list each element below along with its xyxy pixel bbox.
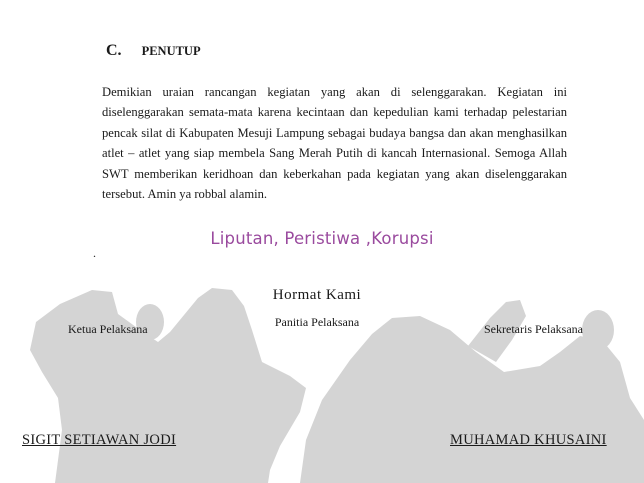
watermark-text: Liputan, Peristiwa ,Korupsi — [210, 229, 434, 248]
closing-salutation: Hormat Kami — [272, 287, 362, 303]
stray-mark: . — [93, 246, 96, 260]
section-letter: C. — [106, 42, 122, 59]
section-title: PENUTUP — [141, 44, 201, 58]
closing-paragraph: Demikian uraian rancangan kegiatan yang akan di selenggarakan. Kegiatan ini diselenggarakan semata-mata karena kecintaan dan kepedulian kami terhadap pelestarian pencak silat di Kabupaten Mesuji Lampung sebagai budaya bangsa dan akan menghasilkan atlet – atlet yang siap membela Sang Merah Putih di kancah Internasional. Semoga Allah SWT memberikan keridhoan dan keberkahan pada kegiatan yang akan diselenggarakan tersebut. Amin ya robbal alamin. — [102, 85, 567, 202]
committee-label: Panitia Pelaksana — [274, 315, 360, 329]
signatory-secretary: MUHAMAD KHUSAINI — [450, 432, 607, 448]
role-chairman: Ketua Pelaksana — [68, 322, 148, 336]
section-heading — [106, 42, 201, 60]
signatory-chairman: SIGIT SETIAWAN JODI — [22, 432, 177, 448]
role-secretary: Sekretaris Pelaksana — [484, 322, 583, 336]
